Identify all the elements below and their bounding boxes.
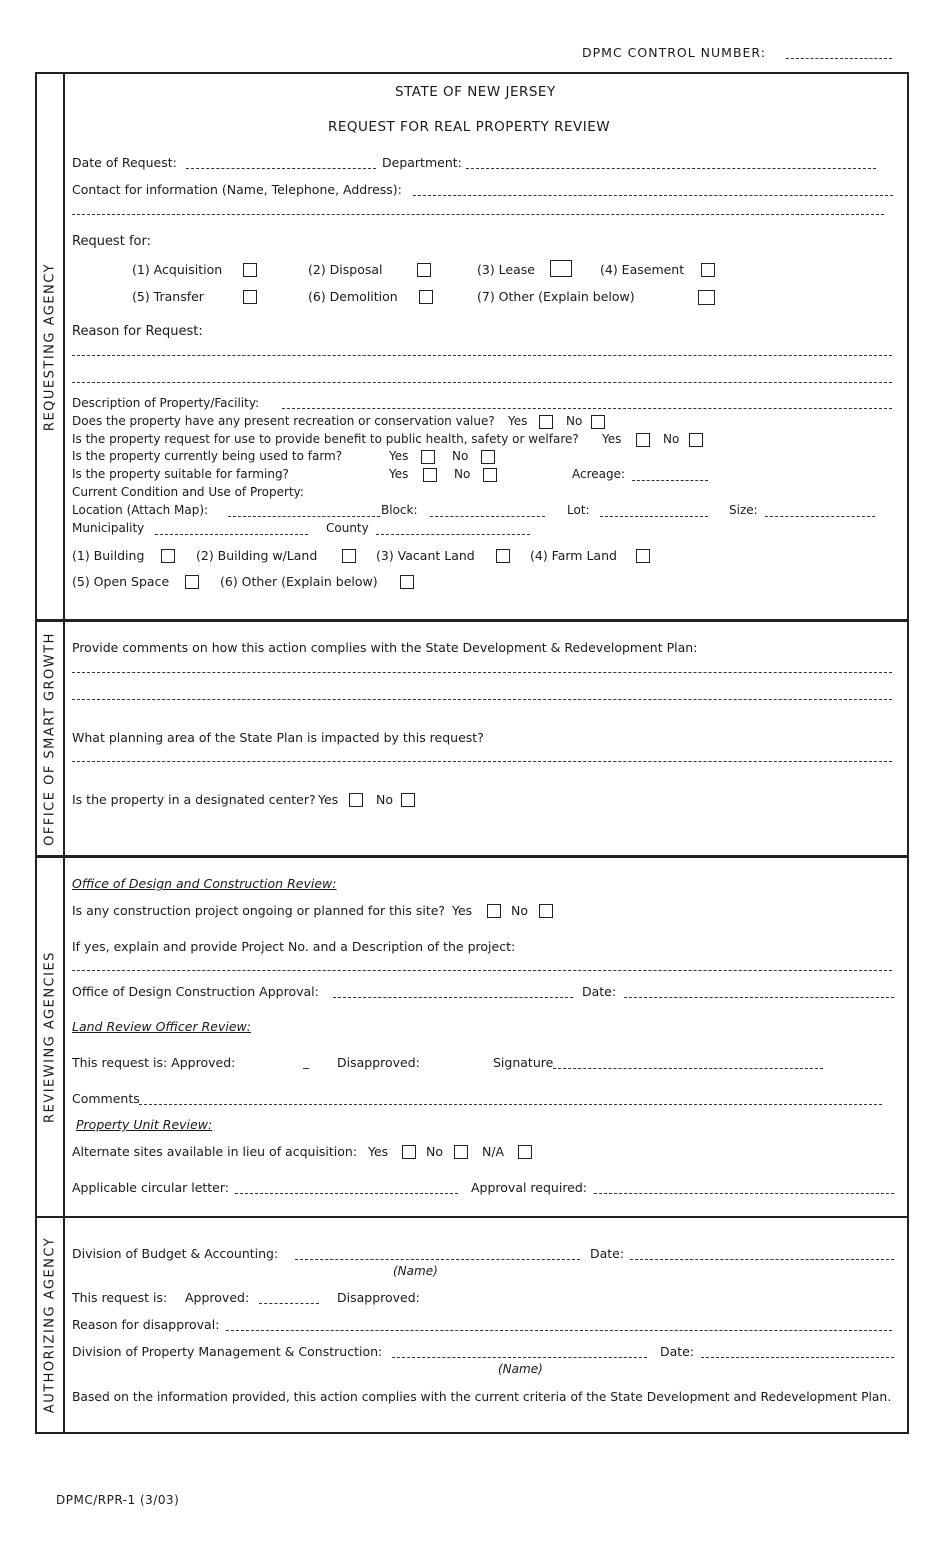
sdrp-comments-label: Provide comments on how this action complies with the State Development & Redevelopment Plan: — [72, 640, 698, 655]
design-approval-field[interactable] — [333, 997, 573, 998]
department-field[interactable] — [466, 168, 876, 169]
dpmc-date-field[interactable] — [701, 1357, 894, 1358]
option-demolition-label: (6) Demolition — [308, 289, 398, 304]
public-health-no-label: No — [663, 432, 680, 446]
recreation-no-checkbox[interactable] — [591, 415, 605, 429]
construction-question: Is any construction project ongoing or planned for this site? — [72, 903, 446, 918]
type-other-label: (6) Other (Explain below) — [220, 574, 378, 589]
property-unit-heading: Property Unit Review: — [76, 1117, 213, 1132]
approval-required-label: Approval required: — [471, 1180, 588, 1195]
acquisition-checkbox[interactable] — [243, 263, 257, 277]
alternate-sites-yes-checkbox[interactable] — [402, 1145, 416, 1159]
reason-label: Reason for Request: — [72, 324, 203, 339]
control-number-label: DPMC CONTROL NUMBER: — [582, 45, 766, 60]
block-field[interactable] — [430, 516, 545, 517]
recreation-yes-label: Yes — [508, 414, 528, 428]
municipality-field[interactable] — [155, 534, 308, 535]
auth-approved-label: Approved: — [185, 1290, 250, 1305]
contact-label: Contact for information (Name, Telephone, Address): — [72, 182, 402, 197]
alternate-sites-na-checkbox[interactable] — [518, 1145, 532, 1159]
alternate-sites-no-label: No — [426, 1144, 443, 1159]
contact-field-line2[interactable] — [72, 214, 884, 215]
building-checkbox[interactable] — [161, 549, 175, 563]
reason-field-line2[interactable] — [72, 382, 892, 383]
land-review-heading: Land Review Officer Review: — [72, 1019, 251, 1034]
date-of-request-label: Date of Request: — [72, 155, 177, 170]
lease-checkbox[interactable] — [550, 260, 572, 277]
budget-accounting-label: Division of Budget & Accounting: — [72, 1246, 279, 1261]
building-land-checkbox[interactable] — [342, 549, 356, 563]
option-lease-label: (3) Lease — [477, 262, 535, 277]
farm-use-question: Is the property currently being used to farm? — [72, 449, 343, 463]
comments-field[interactable] — [139, 1104, 882, 1105]
dpmc-date-label: Date: — [660, 1344, 695, 1359]
option-transfer-label: (5) Transfer — [132, 289, 204, 304]
county-label: County — [326, 521, 369, 535]
disposal-checkbox[interactable] — [417, 263, 431, 277]
public-health-yes-checkbox[interactable] — [636, 433, 650, 447]
recreation-question: Does the property have any present recreation or conservation value? — [72, 414, 495, 428]
reason-disapproval-label: Reason for disapproval: — [72, 1317, 220, 1332]
planning-area-label: What planning area of the State Plan is impacted by this request? — [72, 730, 484, 745]
open-space-checkbox[interactable] — [185, 575, 199, 589]
dpmc-division-label: Division of Property Management & Construction: — [72, 1344, 383, 1359]
construction-yes-checkbox[interactable] — [487, 904, 501, 918]
public-health-question: Is the property request for use to provide benefit to public health, safety or welfare? — [72, 432, 579, 446]
designated-center-no-checkbox[interactable] — [401, 793, 415, 807]
farm-use-no-label: No — [452, 449, 469, 463]
auth-approved-field[interactable] — [259, 1303, 319, 1304]
condition-label: Current Condition and Use of Property: — [72, 485, 304, 499]
explain-project-label: If yes, explain and provide Project No. and a Description of the project: — [72, 939, 516, 954]
sdrp-comments-line2[interactable] — [72, 699, 892, 700]
recreation-no-label: No — [566, 414, 583, 428]
description-field[interactable] — [282, 408, 892, 409]
location-label: Location (Attach Map): — [72, 503, 209, 517]
construction-no-label: No — [511, 903, 528, 918]
budget-date-field[interactable] — [630, 1259, 894, 1260]
farm-use-no-checkbox[interactable] — [481, 450, 495, 464]
farming-yes-label: Yes — [389, 467, 409, 481]
designated-center-yes-checkbox[interactable] — [349, 793, 363, 807]
designated-center-no-label: No — [376, 792, 393, 807]
alternate-sites-no-checkbox[interactable] — [454, 1145, 468, 1159]
land-review-request-label: This request is: Approved: — [72, 1055, 236, 1070]
dpmc-division-field[interactable] — [392, 1357, 647, 1358]
demolition-checkbox[interactable] — [419, 290, 433, 304]
land-review-disapproved-label: Disapproved: — [337, 1055, 420, 1070]
sdrp-comments-line1[interactable] — [72, 672, 892, 673]
farming-no-checkbox[interactable] — [483, 468, 497, 482]
design-approval-date-field[interactable] — [624, 997, 894, 998]
comments-label: Comments — [72, 1091, 140, 1106]
alternate-sites-yes-label: Yes — [368, 1144, 389, 1159]
type-building-land-label: (2) Building w/Land — [196, 548, 318, 563]
other-request-checkbox[interactable] — [698, 290, 715, 305]
budget-accounting-field[interactable] — [295, 1259, 580, 1260]
transfer-checkbox[interactable] — [243, 290, 257, 304]
type-open-space-label: (5) Open Space — [72, 574, 170, 589]
county-field[interactable] — [376, 534, 530, 535]
design-approval-date-label: Date: — [582, 984, 617, 999]
description-label: Description of Property/Facility: — [72, 396, 260, 410]
option-other-label: (7) Other (Explain below) — [477, 289, 635, 304]
auth-request-label: This request is: — [72, 1290, 168, 1305]
reviewing-agencies-label: REVIEWING AGENCIES — [42, 951, 58, 1123]
design-review-heading: Office of Design and Construction Review: — [72, 876, 337, 891]
farm-use-yes-label: Yes — [389, 449, 409, 463]
reason-disapproval-field[interactable] — [226, 1330, 892, 1331]
planning-area-field[interactable] — [72, 761, 892, 762]
budget-date-label: Date: — [590, 1246, 625, 1261]
lot-field[interactable] — [600, 516, 708, 517]
farming-yes-checkbox[interactable] — [423, 468, 437, 482]
requesting-agency-label: REQUESTING AGENCY — [42, 262, 58, 431]
alternate-sites-na-label: N/A — [482, 1144, 505, 1159]
state-title: STATE OF NEW JERSEY — [395, 84, 556, 100]
construction-yes-label: Yes — [452, 903, 473, 918]
size-label: Size: — [729, 503, 758, 517]
type-vacant-land-label: (3) Vacant Land — [376, 548, 475, 563]
explain-project-field[interactable] — [72, 970, 892, 971]
authorizing-agency-label: AUTHORIZING AGENCY — [42, 1236, 58, 1414]
option-acquisition-label: (1) Acquisition — [132, 262, 223, 277]
circular-letter-field[interactable] — [235, 1193, 458, 1194]
designated-center-yes-label: Yes — [318, 792, 339, 807]
type-building-label: (1) Building — [72, 548, 145, 563]
circular-letter-label: Applicable circular letter: — [72, 1180, 230, 1195]
budget-name-caption: (Name) — [393, 1264, 438, 1278]
auth-disapproved-label: Disapproved: — [337, 1290, 420, 1305]
control-number-field[interactable] — [786, 58, 892, 59]
other-type-checkbox[interactable] — [400, 575, 414, 589]
land-review-approved-field[interactable] — [303, 1068, 309, 1069]
type-farm-land-label: (4) Farm Land — [530, 548, 617, 563]
acreage-field[interactable] — [632, 480, 708, 481]
signature-field[interactable] — [553, 1068, 823, 1069]
farming-no-label: No — [454, 467, 471, 481]
option-disposal-label: (2) Disposal — [308, 262, 383, 277]
request-for-label: Request for: — [72, 234, 151, 249]
acreage-label: Acreage: — [572, 467, 626, 481]
vacant-land-checkbox[interactable] — [496, 549, 510, 563]
construction-no-checkbox[interactable] — [539, 904, 553, 918]
option-easement-label: (4) Easement — [600, 262, 685, 277]
department-label: Department: — [382, 155, 462, 170]
farm-land-checkbox[interactable] — [636, 549, 650, 563]
size-field[interactable] — [765, 516, 875, 517]
smart-growth-label: OFFICE OF SMART GROWTH — [42, 631, 58, 846]
signature-label: Signature — [493, 1055, 554, 1070]
designated-center-label: Is the property in a designated center? — [72, 792, 316, 807]
form-title: REQUEST FOR REAL PROPERTY REVIEW — [328, 119, 611, 135]
block-label: Block: — [381, 503, 418, 517]
location-field[interactable] — [228, 516, 380, 517]
date-of-request-field[interactable] — [186, 168, 376, 169]
recreation-yes-checkbox[interactable] — [539, 415, 553, 429]
dpmc-name-caption: (Name) — [498, 1362, 543, 1376]
contact-field[interactable] — [413, 195, 893, 196]
reason-field-line1[interactable] — [72, 355, 892, 356]
alternate-sites-label: Alternate sites available in lieu of acquisition: — [72, 1144, 358, 1159]
municipality-label: Municipality — [72, 521, 145, 535]
farm-use-yes-checkbox[interactable] — [421, 450, 435, 464]
design-approval-label: Office of Design Construction Approval: — [72, 984, 319, 999]
approval-required-field[interactable] — [594, 1193, 894, 1194]
lot-label: Lot: — [567, 503, 590, 517]
farming-question: Is the property suitable for farming? — [72, 467, 289, 481]
compliance-statement: Based on the information provided, this action complies with the current criteria of the State Development and Redevelopment Plan. — [72, 1390, 892, 1404]
public-health-yes-label: Yes — [602, 432, 622, 446]
form-id: DPMC/RPR-1 (3/03) — [56, 1493, 180, 1507]
public-health-no-checkbox[interactable] — [689, 433, 703, 447]
easement-checkbox[interactable] — [701, 263, 715, 277]
